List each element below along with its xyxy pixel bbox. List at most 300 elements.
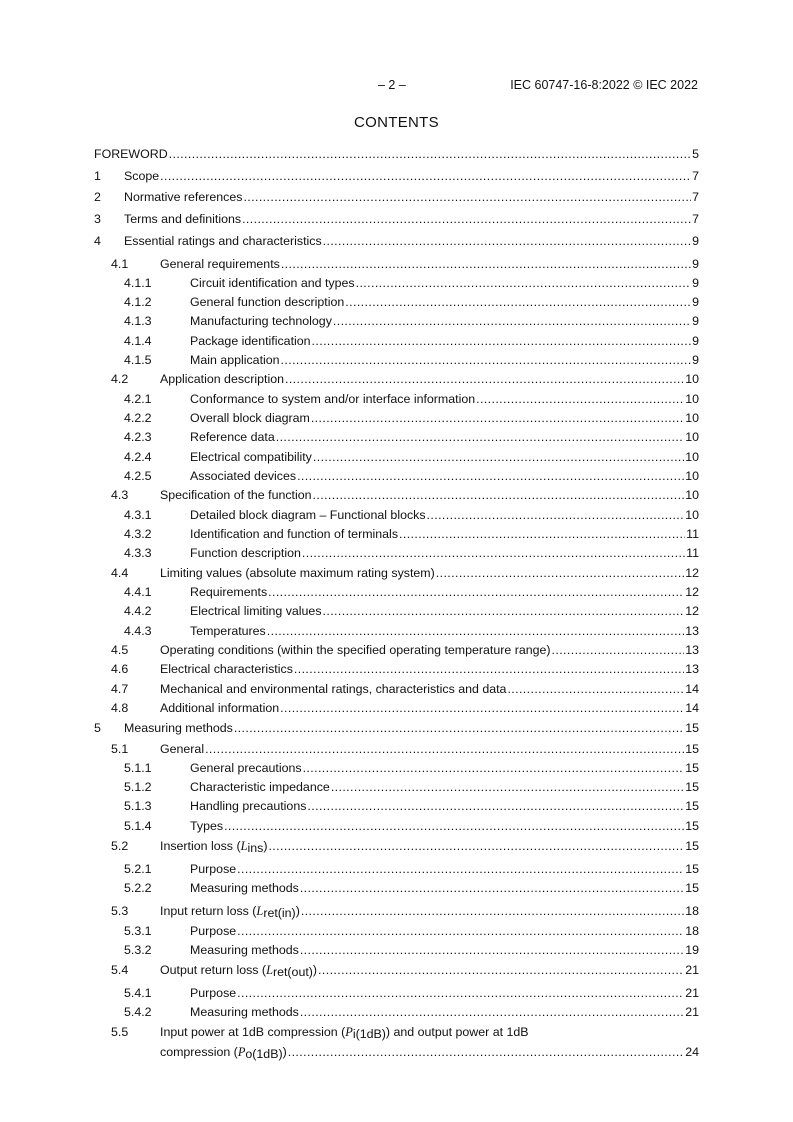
toc-entry[interactable] xyxy=(94,313,699,329)
symbol-subscript: ret(in) xyxy=(263,906,296,920)
toc-entry[interactable] xyxy=(94,1004,699,1020)
toc-entry-label: Input return loss ( xyxy=(160,904,257,918)
toc-entry-title xyxy=(190,760,302,776)
toc-entry-title xyxy=(190,391,475,407)
toc-entry[interactable] xyxy=(94,256,699,272)
dot-leader xyxy=(436,565,684,581)
toc-entry-body xyxy=(190,526,699,542)
toc-entry[interactable] xyxy=(94,352,699,368)
toc-entry-number: 2 xyxy=(94,190,101,204)
toc-entry-label-tail: ) xyxy=(312,963,318,977)
toc-entry-body xyxy=(124,233,699,249)
toc-entry-label: Circuit identification and types xyxy=(190,276,355,290)
symbol-subscript: o(1dB) xyxy=(245,1047,283,1061)
dot-leader xyxy=(285,371,684,387)
toc-entry-page: 12 xyxy=(685,585,699,599)
toc-entry[interactable] xyxy=(94,779,699,795)
toc-entry-number: 3 xyxy=(94,212,101,226)
toc-entry[interactable] xyxy=(94,526,699,542)
dot-leader xyxy=(300,1004,684,1020)
toc-entry-page: 10 xyxy=(685,488,699,502)
toc-entry-number: 4 xyxy=(94,234,101,248)
dot-leader xyxy=(318,962,684,978)
toc-entry[interactable] xyxy=(94,507,699,523)
toc-entry-page: 10 xyxy=(685,372,699,386)
toc-entry-page: 9 xyxy=(692,295,699,309)
toc-entry-body xyxy=(160,903,699,919)
toc-entry-title xyxy=(124,189,242,205)
toc-entry-page: 12 xyxy=(685,604,699,618)
toc-entry[interactable] xyxy=(94,565,699,581)
toc-entry[interactable] xyxy=(94,275,699,291)
toc-entry-number: 4.4.3 xyxy=(124,624,152,638)
toc-entry-page: 15 xyxy=(685,839,699,853)
toc-entry[interactable] xyxy=(94,818,699,834)
dot-leader xyxy=(312,333,692,349)
toc-entry-body xyxy=(160,1024,699,1060)
toc-entry[interactable] xyxy=(94,661,699,677)
toc-entry-number: 5.1.1 xyxy=(124,761,152,775)
symbol-subscript: i(1dB) xyxy=(352,1027,386,1041)
toc-entry-label: Temperatures xyxy=(190,624,266,638)
toc-entry-page: 10 xyxy=(685,392,699,406)
toc-entry-body xyxy=(190,410,699,426)
dot-leader xyxy=(345,294,691,310)
dot-leader xyxy=(307,798,684,814)
toc-entry-label: Detailed block diagram – Functional blocks xyxy=(190,508,426,522)
dot-leader xyxy=(237,923,684,939)
toc-entry-label: Overall block diagram xyxy=(190,411,310,425)
toc-entry-title xyxy=(190,985,236,1001)
toc-entry[interactable] xyxy=(94,623,699,639)
toc-entry-page: 9 xyxy=(692,257,699,271)
toc-entry[interactable] xyxy=(94,603,699,619)
dot-leader xyxy=(281,256,691,272)
toc-entry[interactable] xyxy=(94,700,699,716)
toc-entry-body xyxy=(160,371,699,387)
toc-entry-title xyxy=(160,256,280,272)
dot-leader xyxy=(268,838,684,854)
toc-entry-page: 10 xyxy=(685,411,699,425)
toc-entry-number: 5.1.2 xyxy=(124,780,152,794)
dot-leader xyxy=(268,584,684,600)
toc-entry-label: Purpose xyxy=(190,986,237,1000)
toc-entry-title xyxy=(190,449,312,465)
toc-entry-label: Limiting values (absolute maximum rating system) xyxy=(160,566,435,580)
page-header xyxy=(0,77,793,93)
toc-entry-body xyxy=(160,565,699,581)
toc-entry-label: Scope xyxy=(124,169,160,183)
toc-entry-label: Identification and function of terminals xyxy=(190,527,399,541)
toc-entry-page: 15 xyxy=(685,742,699,756)
dot-leader xyxy=(323,603,685,619)
dot-leader xyxy=(552,642,685,658)
toc-entry-title xyxy=(160,642,551,658)
toc-entry-label: FOREWORD xyxy=(94,147,168,161)
toc-entry-page: 15 xyxy=(685,799,699,813)
toc-entry[interactable] xyxy=(94,294,699,310)
toc-entry-label: Associated devices xyxy=(190,469,297,483)
toc-entry-label: Application description xyxy=(160,372,284,386)
toc-entry[interactable] xyxy=(94,146,699,162)
toc-entry[interactable] xyxy=(94,189,699,205)
dot-leader xyxy=(313,487,685,503)
dot-leader xyxy=(302,545,685,561)
toc-entry-number: 4.6 xyxy=(111,662,129,676)
toc-entry-number: 5.2.2 xyxy=(124,881,152,895)
toc-entry-body xyxy=(190,429,699,445)
toc-entry-label: Types xyxy=(190,819,224,833)
toc-entry-label: Manufacturing technology xyxy=(190,314,332,328)
dot-leader xyxy=(280,700,684,716)
toc-entry-number: 5.3.1 xyxy=(124,924,152,938)
toc-entry-title xyxy=(160,903,300,919)
toc-entry-title-line1 xyxy=(160,1024,699,1040)
toc-entry-title xyxy=(190,623,266,639)
toc-entry-body xyxy=(190,275,699,291)
symbol: P xyxy=(345,1025,353,1039)
toc-entry[interactable] xyxy=(94,468,699,484)
toc-entry-title xyxy=(190,313,332,329)
toc-entry-body xyxy=(160,700,699,716)
toc-entry-title-line2 xyxy=(160,1044,699,1060)
toc-entry-label: Electrical limiting values xyxy=(190,604,322,618)
toc-entry-body xyxy=(190,985,699,1001)
toc-entry[interactable] xyxy=(94,233,699,249)
toc-entry-number: 5.2 xyxy=(111,839,129,853)
toc-entry-number: 5.3.2 xyxy=(124,943,152,957)
toc-entry[interactable] xyxy=(94,942,699,958)
toc-entry-number: 4.1.1 xyxy=(124,276,152,290)
toc-entry-label: General precautions xyxy=(190,761,302,775)
toc-entry-body xyxy=(190,818,699,834)
toc-entry[interactable] xyxy=(94,545,699,561)
toc-entry[interactable] xyxy=(94,681,699,697)
toc-entry-title xyxy=(190,468,296,484)
dot-leader xyxy=(356,275,691,291)
toc-entry-page: 21 xyxy=(685,1005,699,1019)
toc-entry-title xyxy=(160,565,435,581)
toc-entry[interactable] xyxy=(94,985,699,1001)
toc-entry[interactable] xyxy=(94,391,699,407)
toc-entry-label: Measuring methods xyxy=(190,1005,299,1019)
toc-entry-label: Electrical characteristics xyxy=(160,662,293,676)
dot-leader xyxy=(237,861,684,877)
toc-entry[interactable] xyxy=(94,838,699,854)
dot-leader xyxy=(169,146,691,162)
toc-entry-page: 10 xyxy=(685,450,699,464)
toc-entry[interactable] xyxy=(94,410,699,426)
toc-entry-number: 4.2.2 xyxy=(124,411,152,425)
toc-entry-body xyxy=(190,798,699,814)
dot-leader xyxy=(300,942,684,958)
toc-entry-body xyxy=(160,681,699,697)
toc-entry-body xyxy=(190,584,699,600)
toc-entry-title xyxy=(160,487,312,503)
toc-entry[interactable] xyxy=(94,333,699,349)
toc-entry-body xyxy=(160,741,699,757)
toc-entry-body xyxy=(190,880,699,896)
dot-leader xyxy=(313,449,684,465)
toc-entry-number: 4.3.3 xyxy=(124,546,152,560)
toc-entry[interactable] xyxy=(94,861,699,877)
toc-entry-label-tail: ) and output power at 1dB xyxy=(385,1025,529,1039)
toc-entry-page: 9 xyxy=(692,314,699,328)
dot-leader xyxy=(237,985,684,1001)
toc-entry-page: 15 xyxy=(685,881,699,895)
toc-entry-body xyxy=(160,256,699,272)
toc-entry-label: Requirements xyxy=(190,585,268,599)
toc-entry[interactable] xyxy=(94,211,699,227)
toc-entry-body xyxy=(190,352,699,368)
toc-entry-body xyxy=(190,779,699,795)
toc-entry-page: 10 xyxy=(685,469,699,483)
toc-entry[interactable] xyxy=(94,962,699,978)
toc-entry-title xyxy=(190,798,306,814)
toc-entry-label: Purpose xyxy=(190,862,237,876)
toc-entry-number: 5.1 xyxy=(111,742,129,756)
toc-entry-title xyxy=(190,545,301,561)
toc-entry-number: 4.8 xyxy=(111,701,129,715)
toc-entry-title xyxy=(190,942,299,958)
toc-entry-body xyxy=(160,838,699,854)
toc-entry-label: Conformance to system and/or interface information xyxy=(190,392,476,406)
toc-entry[interactable] xyxy=(94,642,699,658)
toc-entry-title xyxy=(190,429,275,445)
toc-entry-page: 19 xyxy=(685,943,699,957)
toc-entry[interactable] xyxy=(94,584,699,600)
toc-entry-page: 12 xyxy=(685,566,699,580)
toc-entry-number: 4.4.1 xyxy=(124,585,152,599)
symbol: L xyxy=(256,904,264,918)
toc-entry-title xyxy=(190,880,299,896)
toc-entry-number: 5.2.1 xyxy=(124,862,152,876)
toc-entry-label-tail: ) xyxy=(282,1045,287,1059)
toc-entry-page: 7 xyxy=(692,169,699,183)
toc-entry-body xyxy=(190,1004,699,1020)
toc-entry-body xyxy=(190,603,699,619)
dot-leader xyxy=(476,391,684,407)
toc-entry-label: General requirements xyxy=(160,257,280,271)
dot-leader xyxy=(507,681,684,697)
toc-entry[interactable] xyxy=(94,720,699,736)
toc-entry-title xyxy=(190,584,267,600)
toc-entry-page: 14 xyxy=(685,682,699,696)
toc-entry-body xyxy=(94,146,699,162)
toc-entry-number: 5.1.3 xyxy=(124,799,152,813)
toc-entry-number: 4.1.5 xyxy=(124,353,152,367)
toc-entry-title xyxy=(124,211,241,227)
toc-entry[interactable] xyxy=(94,168,699,184)
toc-entry-number: 4.1.4 xyxy=(124,334,152,348)
toc-entry-number: 4.2.5 xyxy=(124,469,152,483)
toc-entry-label: Mechanical and environmental ratings, characteristics and data xyxy=(160,682,507,696)
toc-entry-number: 4.4 xyxy=(111,566,129,580)
toc-entry-number: 5.1.4 xyxy=(124,819,152,833)
toc-entry-title xyxy=(160,371,284,387)
toc-entry-page: 15 xyxy=(685,862,699,876)
toc-entry-number: 4.2 xyxy=(111,372,129,386)
toc-entry-body xyxy=(190,333,699,349)
toc-entry-page: 9 xyxy=(692,276,699,290)
toc-entry-label: Measuring methods xyxy=(124,721,233,735)
toc-entry-label: Essential ratings and characteristics xyxy=(124,234,322,248)
toc-entry-number: 4.7 xyxy=(111,682,129,696)
toc-entry-label: Reference data xyxy=(190,430,275,444)
toc-entry-title xyxy=(160,962,317,978)
toc-entry-page: 5 xyxy=(692,147,699,161)
toc-entry-label: Measuring methods xyxy=(190,943,299,957)
toc-entry-number: 4.2.4 xyxy=(124,450,152,464)
toc-entry-title xyxy=(190,294,344,310)
toc-entry-body xyxy=(190,923,699,939)
toc-entry-body xyxy=(160,962,699,978)
toc-entry-title xyxy=(190,923,236,939)
toc-entry-title xyxy=(160,681,506,697)
toc-entry-number: 4.3.2 xyxy=(124,527,152,541)
toc-entry-label: General function description xyxy=(190,295,345,309)
toc-entry-page: 13 xyxy=(685,624,699,638)
toc-entry-title xyxy=(160,1044,287,1060)
toc-entry-page: 11 xyxy=(686,546,699,560)
toc-entry-page: 15 xyxy=(685,721,699,735)
toc-entry[interactable] xyxy=(94,880,699,896)
toc-entry-number: 4.1 xyxy=(111,257,129,271)
dot-leader xyxy=(160,168,691,184)
toc-entry-number: 1 xyxy=(94,169,101,183)
toc-entry-title xyxy=(190,861,236,877)
toc-entry-title xyxy=(160,661,293,677)
toc-entry-body xyxy=(190,942,699,958)
symbol-subscript: ret(out) xyxy=(272,965,313,979)
toc-entry-number: 5.3 xyxy=(111,904,129,918)
toc-entry-page: 15 xyxy=(685,761,699,775)
toc-entry[interactable] xyxy=(94,903,699,919)
toc-entry-page: 10 xyxy=(685,508,699,522)
toc-entry[interactable] xyxy=(94,1024,699,1061)
toc-entry-title xyxy=(190,410,310,426)
dot-leader xyxy=(399,526,685,542)
toc-entry-label-tail: ) xyxy=(295,904,300,918)
dot-leader xyxy=(276,429,684,445)
toc-entry-label: Measuring methods xyxy=(190,881,299,895)
dot-leader xyxy=(281,352,692,368)
toc-entry-body xyxy=(190,468,699,484)
toc-entry-title xyxy=(160,741,204,757)
toc-entry-label: Insertion loss ( xyxy=(160,839,241,853)
toc-entry-body xyxy=(160,661,699,677)
toc-entry-title xyxy=(190,507,426,523)
dot-leader xyxy=(301,903,684,919)
toc-entry[interactable] xyxy=(94,798,699,814)
toc-entry-page: 13 xyxy=(685,643,699,657)
toc-entry-page: 9 xyxy=(692,334,699,348)
dot-leader xyxy=(297,468,684,484)
toc-entry-body xyxy=(190,507,699,523)
toc-entry-title xyxy=(124,168,159,184)
toc-entry-body xyxy=(124,168,699,184)
dot-leader xyxy=(242,211,691,227)
toc-entry-number: 5 xyxy=(94,721,101,735)
toc-entry-page: 15 xyxy=(685,780,699,794)
toc-entry-number: 4.1.2 xyxy=(124,295,152,309)
toc-entry-page: 18 xyxy=(685,904,699,918)
toc-entry-body xyxy=(190,545,699,561)
toc-entry[interactable] xyxy=(94,741,699,757)
toc-entry[interactable] xyxy=(94,449,699,465)
toc-entry[interactable] xyxy=(94,760,699,776)
toc-entry-label: compression ( xyxy=(160,1045,238,1059)
toc-entry-page: 11 xyxy=(686,527,699,541)
symbol-subscript: ins xyxy=(247,841,264,855)
toc-entry-title xyxy=(124,720,233,736)
dot-leader xyxy=(331,779,684,795)
toc-entry-page: 7 xyxy=(692,212,699,226)
toc-entry-page: 7 xyxy=(692,190,699,204)
toc-entry-label: Handling precautions xyxy=(190,799,307,813)
toc-entry-title xyxy=(160,838,267,854)
toc-entry-title xyxy=(94,146,168,162)
toc-entry-title xyxy=(190,603,322,619)
toc-entry-title xyxy=(190,779,330,795)
toc-entry-label: Input power at 1dB compression ( xyxy=(160,1025,346,1039)
toc-entry-label: Normative references xyxy=(124,190,243,204)
dot-leader xyxy=(224,818,684,834)
toc-entry-page: 14 xyxy=(685,701,699,715)
symbol: P xyxy=(237,1045,246,1059)
document-reference: IEC 60747-16-8:2022 © IEC 2022 xyxy=(510,78,698,92)
toc-entry[interactable] xyxy=(94,371,699,387)
dot-leader xyxy=(323,233,691,249)
toc-entry[interactable] xyxy=(94,923,699,939)
dot-leader xyxy=(234,720,684,736)
toc-entry-number: 4.2.1 xyxy=(124,392,152,406)
toc-entry-label: Operating conditions (within the specified operating temperature range) xyxy=(160,643,551,657)
dot-leader xyxy=(427,507,685,523)
toc-entry-number: 5.4.1 xyxy=(124,986,152,1000)
toc-entry-label: Output return loss ( xyxy=(160,963,267,977)
toc-entry-label: Additional information xyxy=(160,701,280,715)
toc-entry-label: Terms and definitions xyxy=(124,212,242,226)
dot-leader xyxy=(267,623,684,639)
toc-entry-label: Purpose xyxy=(190,924,237,938)
page-title: CONTENTS xyxy=(354,114,439,131)
toc-entry-label: Package identification xyxy=(190,334,311,348)
toc-entry-number: 4.2.3 xyxy=(124,430,152,444)
toc-entry[interactable] xyxy=(94,487,699,503)
toc-entry-label: Electrical compatibility xyxy=(190,450,312,464)
dot-leader xyxy=(294,661,684,677)
dot-leader xyxy=(333,313,691,329)
dot-leader xyxy=(288,1044,684,1060)
toc-entry-page: 15 xyxy=(685,819,699,833)
toc-entry-page: 24 xyxy=(685,1045,699,1059)
dot-leader xyxy=(311,410,684,426)
toc-entry-number: 4.3 xyxy=(111,488,129,502)
toc-entry-body xyxy=(190,294,699,310)
toc-entry-title xyxy=(124,233,322,249)
toc-entry-body xyxy=(160,487,699,503)
toc-entry[interactable] xyxy=(94,429,699,445)
dot-leader xyxy=(303,760,685,776)
toc-entry-page: 9 xyxy=(692,353,699,367)
toc-entry-title xyxy=(190,352,280,368)
symbol: L xyxy=(266,963,273,977)
toc-entry-body xyxy=(190,391,699,407)
toc-entry-number: 5.5 xyxy=(111,1025,129,1039)
toc-entry-label: Characteristic impedance xyxy=(190,780,330,794)
toc-entry-body xyxy=(190,449,699,465)
